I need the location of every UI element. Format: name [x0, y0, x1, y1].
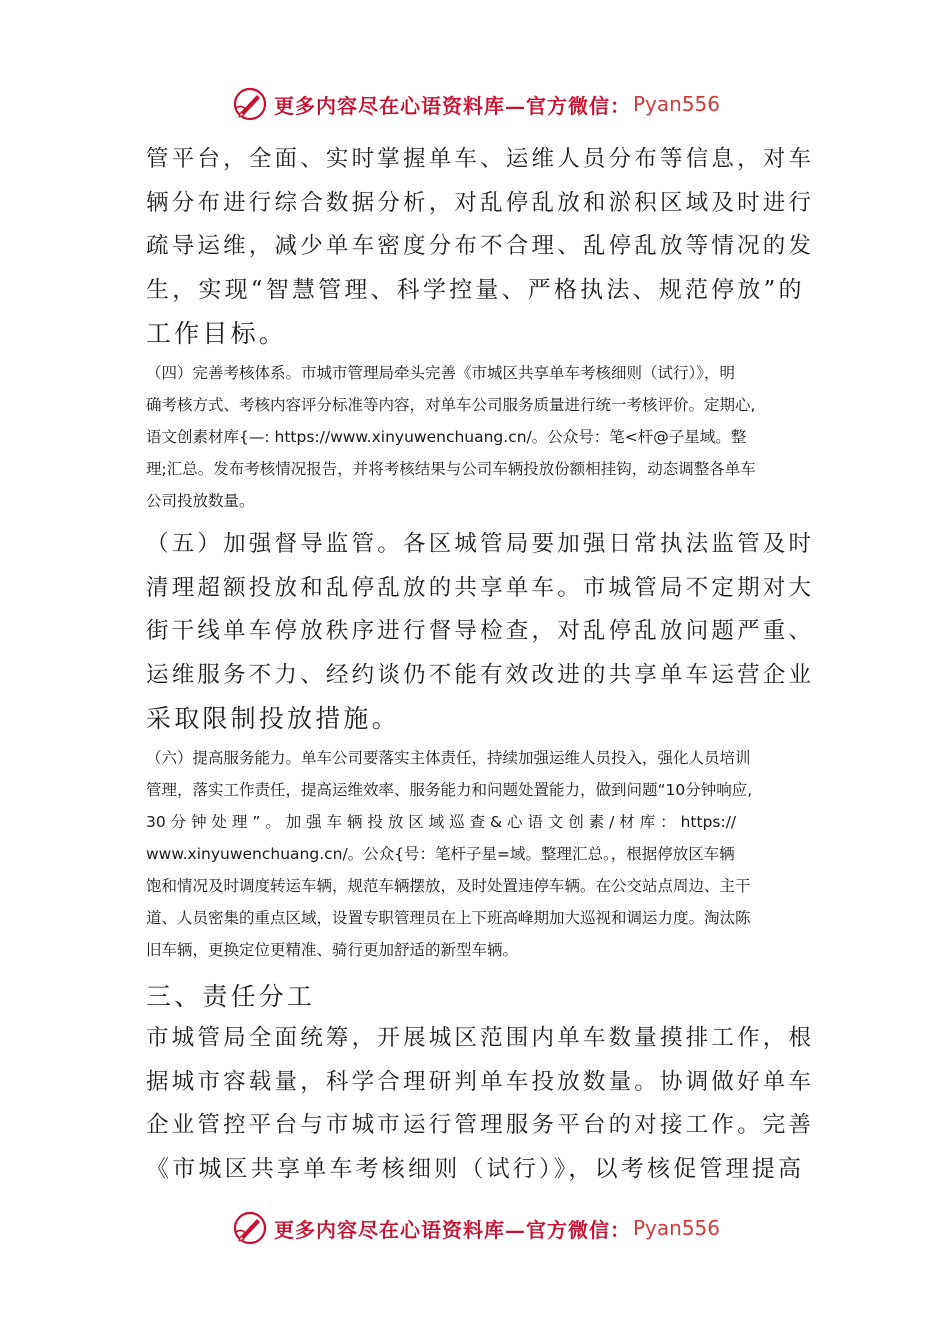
text-line: （五）加强督导监管。各区城管局要加强日常执法监管及时: [146, 531, 815, 557]
text-line: 语文创素材库{—: https://www.xinyuwenchuang.cn/。公众号：笔<杆@子星域。整: [146, 428, 747, 446]
text-line: 管平台，全面、实时掌握单车、运维人员分布等信息，对车: [146, 146, 815, 172]
text-line: 市城管局全面统筹，开展城区范围内单车数量摸排工作，根: [146, 1025, 815, 1051]
paragraph-responsibility: [146, 1017, 814, 1191]
text-line: 企业管控平台与市城市运行管理服务平台的对接工作。完善: [146, 1112, 815, 1138]
paragraph-platform: [146, 138, 814, 356]
watermark-text: 更多内容尽在心语资料库—官方微信：: [274, 93, 631, 118]
text-line: 辆分布进行综合数据分析，对乱停乱放和淤积区域及时进行: [146, 189, 815, 216]
paragraph-service: [146, 742, 812, 966]
text-line: 生，实现“智慧管理、科学控量、严格执法、规范停放”的: [146, 276, 805, 303]
watermark-wechat-id: Pyan556: [633, 1216, 721, 1240]
paragraph-supervision: [146, 523, 814, 741]
pen-logo-icon: [232, 86, 268, 122]
section-heading: [146, 975, 814, 1019]
watermark-wechat-id: Pyan556: [633, 92, 721, 116]
text-line: 采取限制投放措施。: [146, 704, 400, 733]
footer-watermark: [232, 1208, 720, 1248]
text-line: 30 分 钟 处 理 ” 。 加 强 车 辆 投 放 区 域 巡 查 & 心 语 文 创 素 / 材 库 ： https://: [146, 813, 737, 831]
text-line: 据城市容载量，科学合理研判单车投放数量。协调做好单车: [146, 1068, 815, 1095]
text-line: 清理超额投放和乱停乱放的共享单车。市城管局不定期对大: [146, 574, 815, 601]
text-line: 疏导运维，减少单车密度分布不合理、乱停乱放等情况的发: [146, 233, 815, 259]
watermark-text: 更多内容尽在心语资料库—官方微信：: [274, 1217, 631, 1242]
text-line: 管理，落实工作责任，提高运维效率、服务能力和问题处置能力，做到问题“10分钟响应,: [146, 781, 753, 799]
text-line: 公司投放数量。: [146, 492, 255, 510]
text-line: www.xinyuwenchuang.cn/。公众{号：笔杆子星=域。整理汇总。，根据停放区车辆: [146, 845, 735, 863]
text-line: 运维服务不力、经约谈仍不能有效改进的共享单车运营企业: [146, 661, 815, 688]
text-line: 《市城区共享单车考核细则（试行）》，以考核促管理提高: [146, 1155, 805, 1182]
header-watermark: [232, 84, 720, 124]
text-line: 街干线单车停放秩序进行督导检查，对乱停乱放问题严重、: [146, 618, 815, 644]
text-line: 确考核方式、考核内容评分标准等内容，对单车公司服务质量进行统一考核评价。定期心,: [146, 396, 756, 414]
text-line: 旧车辆，更换定位更精准、骑行更加舒适的新型车辆。: [146, 941, 519, 959]
text-line: 饱和情况及时调度转运车辆，规范车辆摆放，及时处置违停车辆。在公交站点周边、主干: [146, 877, 751, 895]
heading-text: 三、责任分工: [146, 982, 316, 1011]
text-line: （六）提高服务能力。单车公司要落实主体责任，持续加强运维人员投入，强化人员培训: [146, 749, 751, 767]
text-line: 道、人员密集的重点区域，设置专职管理员在上下班高峰期加大巡视和调运力度。淘汰陈: [146, 909, 751, 927]
text-line: （四）完善考核体系。市城市管理局牵头完善《市城区共享单车考核细则（试行）》，明: [146, 364, 736, 382]
text-line: 工作目标。: [146, 319, 288, 348]
pen-logo-icon: [232, 1210, 268, 1246]
text-line: 理;汇总。发布考核情况报告，并将考核结果与公司车辆投放份额相挂钩，动态调整各单车: [146, 460, 756, 478]
paragraph-assessment: [146, 357, 812, 517]
